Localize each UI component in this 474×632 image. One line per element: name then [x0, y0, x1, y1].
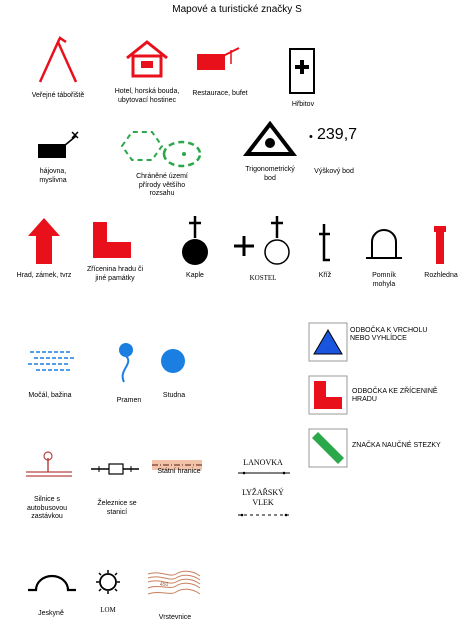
castle-icon — [28, 218, 60, 266]
trigonometric-point-icon — [245, 122, 295, 156]
label-jeskyne: Jeskyně — [38, 610, 64, 617]
restaurant-icon — [195, 44, 241, 72]
label-vlek: LYŽAŘSKÝ VLEK — [242, 488, 284, 507]
campsite-icon — [38, 38, 78, 88]
ruin-icon — [93, 222, 131, 258]
label-naucna: ZNAČKA NAUČNÉ STEZKY — [352, 442, 441, 449]
label-taboriste: Veřejné tábořiště — [31, 92, 85, 99]
label-odbocka-vrchol: ODBOČKA K VRCHOLU NEBO VYHLÍDCE — [350, 327, 428, 342]
protected-area-icon — [118, 124, 202, 172]
label-pramen: Pramen — [116, 397, 142, 404]
chapel-icon — [180, 216, 210, 266]
label-hotel: Hotel, horská bouda, ubytovací hostinec — [114, 88, 180, 104]
contour-number: 450 — [160, 582, 169, 588]
well-icon — [160, 348, 186, 374]
label-odbocka-zricenina: ODBOČKA KE ZŘÍCENINĚ HRADU — [352, 388, 438, 403]
ski-lift-line-icon — [238, 512, 290, 518]
gamekeeper-lodge-icon — [38, 130, 82, 160]
lookout-tower-icon — [432, 226, 448, 266]
page-title: Mapové a turistické značky S — [172, 4, 302, 15]
label-lanovka: LANOVKA — [243, 458, 283, 467]
label-kriz: Kříž — [318, 272, 332, 279]
spring-icon — [116, 342, 140, 386]
label-kaple: Kaple — [186, 272, 204, 279]
educational-trail-sign-icon — [308, 428, 348, 468]
height-point-value: 239,7 — [317, 126, 358, 143]
label-zricenina: Zřícenina hradu či jiné památky — [86, 266, 144, 282]
label-hrbitov: Hřbitov — [291, 101, 315, 108]
contour-lines-icon — [146, 568, 202, 602]
label-silnice: Silnice s autobusovou zastávkou — [26, 496, 68, 520]
ruin-branch-sign-icon — [308, 375, 348, 415]
label-hrad: Hrad, zámek, tvrz — [16, 272, 72, 279]
label-kostel: KOSTEL — [249, 274, 277, 282]
label-vyskovy: Výškový bod — [314, 168, 354, 175]
bus-stop-road-icon — [24, 450, 74, 480]
label-chranene: Chráněné území přírody většího rozsahu — [136, 173, 188, 197]
summit-branch-sign-icon — [308, 322, 348, 362]
cave-icon — [28, 570, 76, 592]
label-trig: Trigonometrický bod — [245, 166, 295, 182]
label-hranice: Státní hranice — [157, 468, 201, 475]
height-point-dot: • — [309, 131, 313, 143]
label-hajovna: hájovna, myslivna — [39, 168, 67, 184]
cable-car-line-icon — [238, 470, 290, 476]
cemetery-icon — [289, 48, 317, 96]
marsh-icon — [28, 350, 76, 372]
label-restaurace: Restaurace, bufet — [192, 90, 248, 97]
label-studna: Studna — [162, 392, 186, 399]
label-rozhledna: Rozhledna — [424, 272, 458, 279]
label-pomnik: Pomník mohyla — [372, 272, 396, 288]
cross-icon — [315, 224, 335, 264]
railway-station-icon — [91, 462, 139, 476]
label-mocal: Močál, bažina — [28, 392, 72, 399]
church-icon — [232, 216, 292, 266]
label-lom: LOM — [100, 606, 116, 614]
monument-icon — [366, 228, 402, 262]
quarry-icon — [88, 568, 128, 598]
label-zeleznice: Železnice se stanicí — [97, 500, 137, 516]
label-vrstevnice: Vrstevnice — [158, 614, 192, 621]
hotel-icon — [125, 40, 169, 78]
